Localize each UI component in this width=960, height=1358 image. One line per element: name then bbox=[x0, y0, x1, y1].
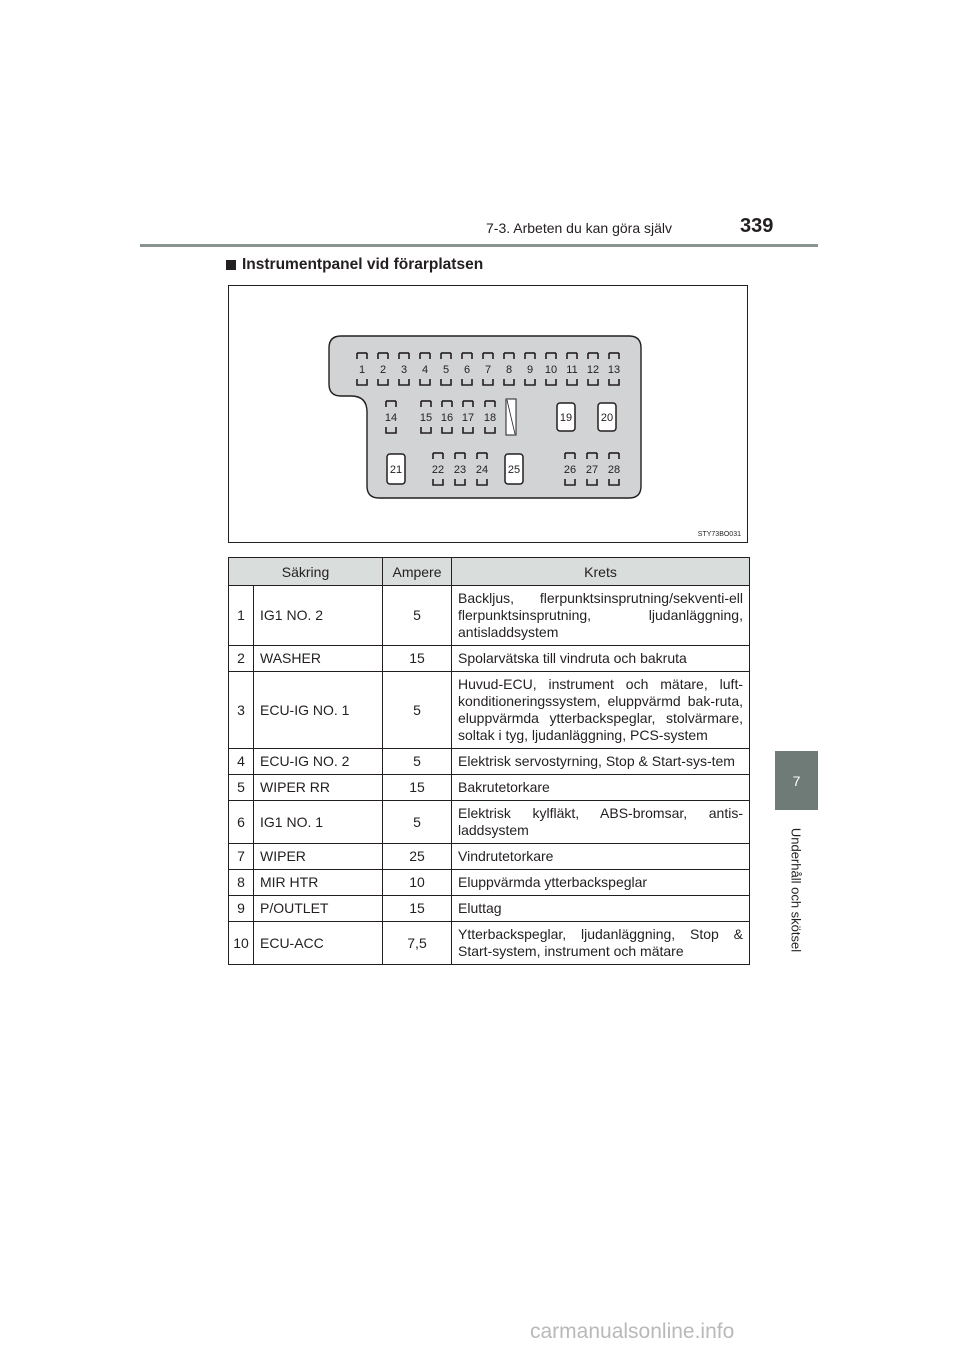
fuse-box-diagram bbox=[229, 286, 747, 542]
large-fuse-slot bbox=[598, 403, 616, 431]
fuse-circuit: Spolarvätska till vindruta och bakruta bbox=[452, 646, 750, 672]
page-number: 339 bbox=[740, 215, 774, 237]
fuse-number-label: 6 bbox=[463, 364, 471, 376]
fuse-box-figure bbox=[228, 285, 748, 543]
fuse-number-label: 25 bbox=[507, 464, 521, 476]
fuse-number-label: 22 bbox=[431, 464, 445, 476]
figure-code: STY73BO031 bbox=[697, 531, 741, 538]
fuse-circuit: Vindrutetorkare bbox=[452, 844, 750, 870]
fuse-number: 6 bbox=[229, 801, 254, 844]
fuse-number-label: 4 bbox=[421, 364, 429, 376]
fuse-number-label: 23 bbox=[453, 464, 467, 476]
large-fuse-slot bbox=[557, 403, 575, 431]
header-ampere: Ampere bbox=[383, 558, 452, 586]
fuse-number: 8 bbox=[229, 870, 254, 896]
chapter-title: Underhåll och skötsel bbox=[788, 827, 804, 953]
fuse-name: ECU-ACC bbox=[254, 922, 383, 965]
fuse-circuit: Bakrutetorkare bbox=[452, 775, 750, 801]
fuse-number-label: 27 bbox=[585, 464, 599, 476]
fuse-number-label: 15 bbox=[419, 412, 433, 424]
fuse-circuit: Elektrisk kylfläkt, ABS-bromsar, antis-laddsystem bbox=[452, 801, 750, 844]
fuse-number-label: 2 bbox=[379, 364, 387, 376]
large-fuse-slot bbox=[387, 454, 405, 484]
fuse-number-label: 16 bbox=[440, 412, 454, 424]
fuse-ampere: 15 bbox=[383, 775, 452, 801]
fuse-ampere: 7,5 bbox=[383, 922, 452, 965]
fuse-ampere: 5 bbox=[383, 586, 452, 646]
fuse-name: WIPER bbox=[254, 844, 383, 870]
fuse-number-label: 11 bbox=[566, 364, 578, 376]
fuse-number-label: 1 bbox=[358, 364, 366, 376]
table-header-row bbox=[229, 558, 750, 586]
fuse-number-label: 20 bbox=[600, 412, 614, 424]
fuse-circuit: Huvud-ECU, instrument och mätare, luft-konditioneringssystem, eluppvärmd bak-ruta, eluppvärmda ytterbackspeglar, stolvärmare, soltak i tyg, ljudanläggning, PCS-system bbox=[452, 672, 750, 749]
fuse-name: ECU-IG NO. 1 bbox=[254, 672, 383, 749]
fuse-number-label: 9 bbox=[526, 364, 534, 376]
chapter-number: 7 bbox=[792, 772, 801, 789]
fuse-table bbox=[228, 557, 750, 965]
fuse-name: WIPER RR bbox=[254, 775, 383, 801]
watermark: carmanualsonline.info bbox=[530, 1320, 735, 1343]
header-circuit: Krets bbox=[452, 558, 750, 586]
fuse-name: WASHER bbox=[254, 646, 383, 672]
fuse-circuit: Elektrisk servostyrning, Stop & Start-sys-tem bbox=[452, 749, 750, 775]
empty-slot bbox=[506, 399, 516, 435]
fuse-number: 7 bbox=[229, 844, 254, 870]
fuse-ampere: 5 bbox=[383, 801, 452, 844]
fuse-name: P/OUTLET bbox=[254, 896, 383, 922]
fuse-number-label: 26 bbox=[563, 464, 577, 476]
table-row bbox=[229, 870, 750, 896]
table-row bbox=[229, 896, 750, 922]
square-bullet-icon bbox=[226, 260, 236, 270]
header-divider bbox=[140, 244, 818, 247]
fuse-number: 10 bbox=[229, 922, 254, 965]
fuse-circuit: Backljus, flerpunktsinsprutning/sekventi-ell flerpunktsinsprutning, ljudanläggning, antisladdsystem bbox=[452, 586, 750, 646]
section-heading bbox=[226, 256, 483, 274]
fuse-ampere: 15 bbox=[383, 896, 452, 922]
running-header: 7-3. Arbeten du kan göra själv bbox=[486, 220, 673, 236]
fuse-number-label: 17 bbox=[461, 412, 475, 424]
chapter-tab bbox=[775, 751, 818, 810]
fuse-number-label: 19 bbox=[559, 412, 573, 424]
fuse-circuit: Eluttag bbox=[452, 896, 750, 922]
table-row bbox=[229, 586, 750, 646]
table-row bbox=[229, 646, 750, 672]
fuse-number-label: 13 bbox=[607, 364, 621, 376]
fuse-ampere: 10 bbox=[383, 870, 452, 896]
fuse-ampere: 15 bbox=[383, 646, 452, 672]
fuse-circuit: Eluppvärmda ytterbackspeglar bbox=[452, 870, 750, 896]
fuse-number-label: 10 bbox=[544, 364, 558, 376]
section-heading-text: Instrumentpanel vid förarplatsen bbox=[242, 256, 484, 273]
fuse-number-label: 12 bbox=[586, 364, 600, 376]
fuse-number: 5 bbox=[229, 775, 254, 801]
fuse-name: MIR HTR bbox=[254, 870, 383, 896]
fuse-number-label: 28 bbox=[607, 464, 621, 476]
fuse-number-label: 21 bbox=[389, 464, 403, 476]
fuse-ampere: 25 bbox=[383, 844, 452, 870]
fuse-number-label: 8 bbox=[505, 364, 513, 376]
table-row bbox=[229, 922, 750, 965]
fuse-number: 3 bbox=[229, 672, 254, 749]
fuse-number: 2 bbox=[229, 646, 254, 672]
fuse-name: IG1 NO. 1 bbox=[254, 801, 383, 844]
fuse-number: 9 bbox=[229, 896, 254, 922]
fuse-name: ECU-IG NO. 2 bbox=[254, 749, 383, 775]
fuse-number-label: 18 bbox=[483, 412, 497, 424]
large-fuse-slot bbox=[505, 454, 523, 484]
fuse-ampere: 5 bbox=[383, 749, 452, 775]
table-row bbox=[229, 775, 750, 801]
fuse-number-label: 24 bbox=[475, 464, 489, 476]
fuse-number: 1 bbox=[229, 586, 254, 646]
table-row bbox=[229, 672, 750, 749]
table-row bbox=[229, 844, 750, 870]
fuse-number-label: 5 bbox=[442, 364, 450, 376]
fuse-number-label: 3 bbox=[400, 364, 408, 376]
fuse-circuit: Ytterbackspeglar, ljudanläggning, Stop & Start-system, instrument och mätare bbox=[452, 922, 750, 965]
fuse-number-label: 7 bbox=[484, 364, 492, 376]
fuse-number-label: 14 bbox=[384, 412, 398, 424]
fuse-ampere: 5 bbox=[383, 672, 452, 749]
header-fuse: Säkring bbox=[229, 558, 383, 586]
fuse-number: 4 bbox=[229, 749, 254, 775]
table-row bbox=[229, 749, 750, 775]
table-row bbox=[229, 801, 750, 844]
fuse-name: IG1 NO. 2 bbox=[254, 586, 383, 646]
